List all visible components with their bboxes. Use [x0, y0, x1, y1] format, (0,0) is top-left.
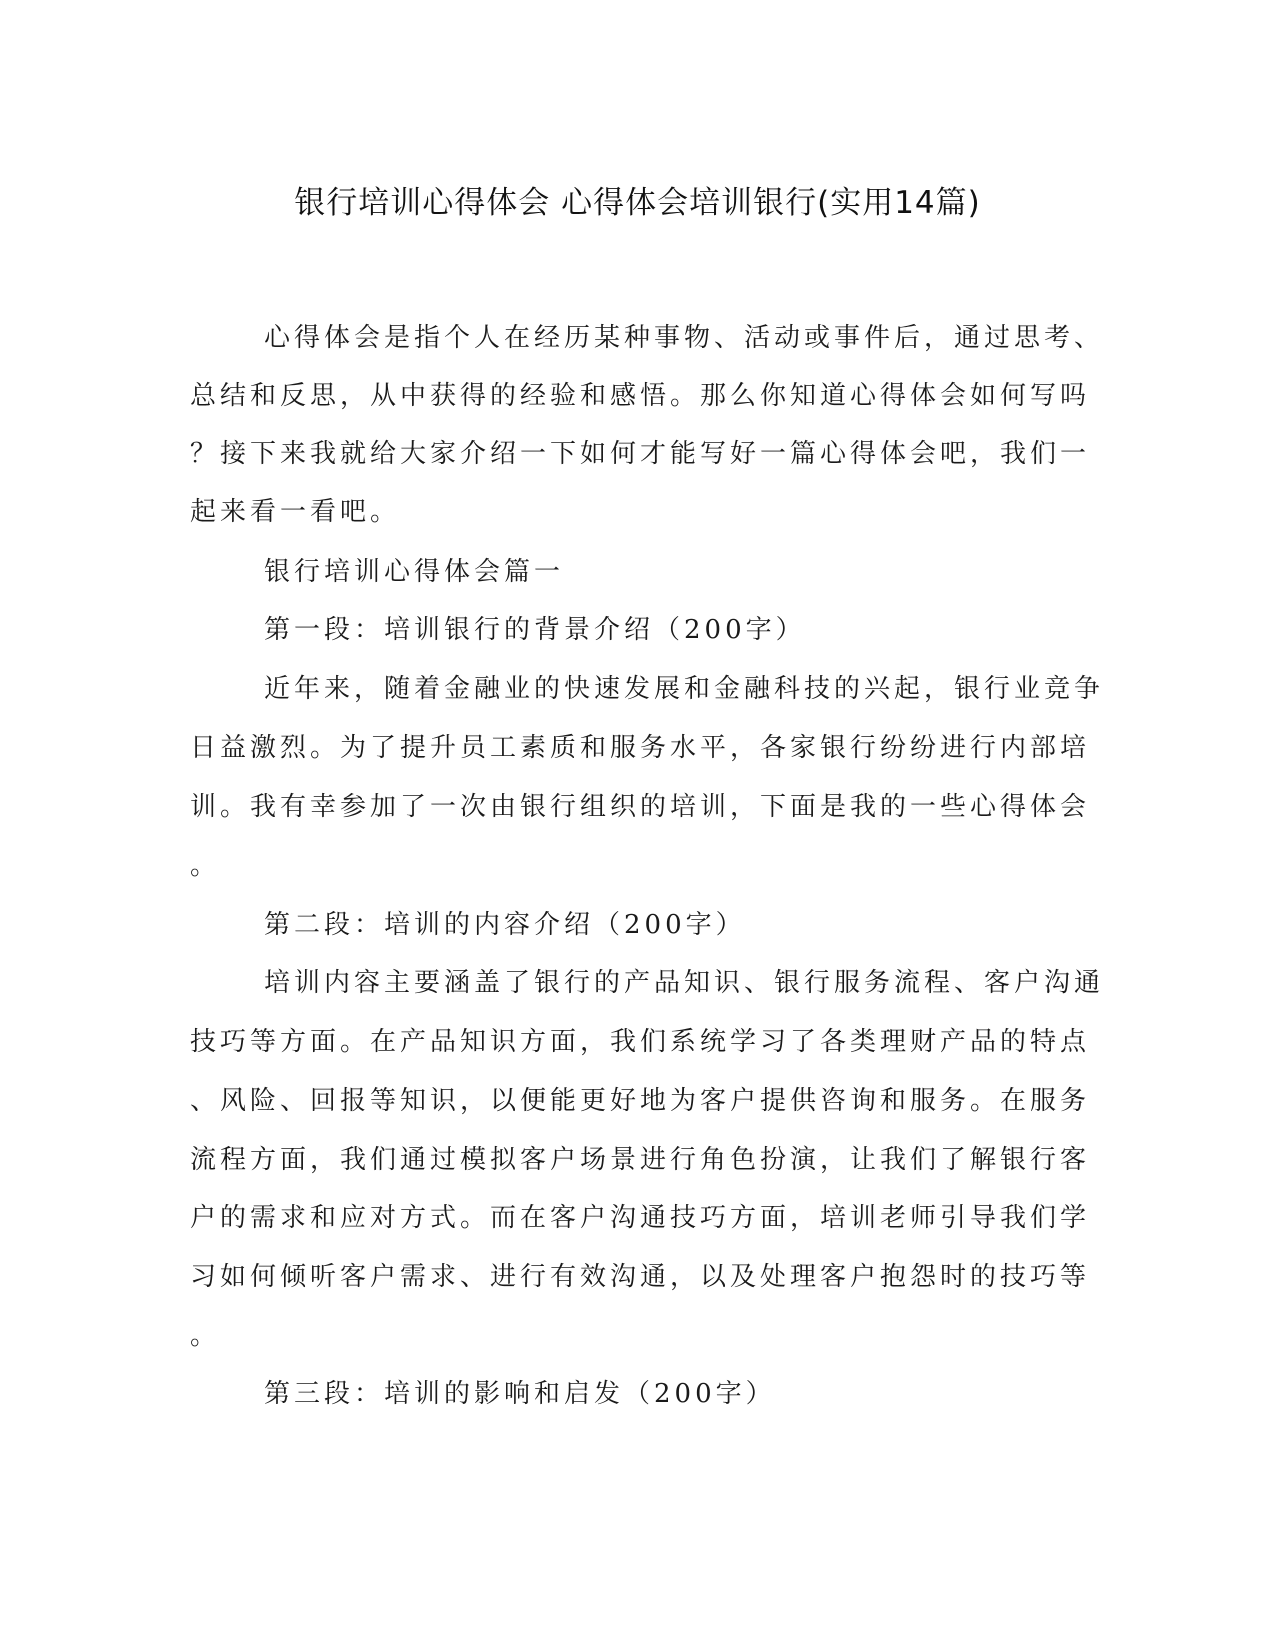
- paragraph-line: 起来看一看吧。: [190, 497, 401, 527]
- paragraph-line: ？接下来我就给大家介绍一下如何才能写好一篇心得体会吧，我们一: [190, 439, 1091, 469]
- paragraph-line: 总结和反思，从中获得的经验和感悟。那么你知道心得体会如何写吗: [190, 381, 1091, 411]
- paragraph-line: 近年来，随着金融业的快速发展和金融科技的兴起，银行业竞争: [264, 674, 1105, 704]
- paragraph-line: 、风险、回报等知识，以便能更好地为客户提供咨询和服务。在服务: [190, 1086, 1091, 1116]
- paragraph-line: 技巧等方面。在产品知识方面，我们系统学习了各类理财产品的特点: [190, 1027, 1091, 1057]
- paragraph-line: 。: [190, 1321, 221, 1351]
- paragraph-line: 训。我有幸参加了一次由银行组织的培训，下面是我的一些心得体会: [190, 792, 1091, 822]
- paragraph-line: 日益激烈。为了提升员工素质和服务水平，各家银行纷纷进行内部培: [190, 733, 1091, 763]
- paragraph-line: 习如何倾听客户需求、进行有效沟通，以及处理客户抱怨时的技巧等: [190, 1262, 1091, 1292]
- paragraph-line: 户的需求和应对方式。而在客户沟通技巧方面，培训老师引导我们学: [190, 1203, 1091, 1233]
- paragraph-line: 流程方面，我们通过模拟客户场景进行角色扮演，让我们了解银行客: [190, 1145, 1091, 1175]
- paragraph-line: 培训内容主要涵盖了银行的产品知识、银行服务流程、客户沟通: [264, 968, 1105, 998]
- section-heading: 第二段：培训的内容介绍（200字）: [264, 910, 746, 940]
- document-title: 银行培训心得体会 心得体会培训银行(实用14篇): [294, 185, 981, 221]
- section-heading: 第三段：培训的影响和启发（200字）: [264, 1379, 776, 1409]
- section-heading: 银行培训心得体会篇一: [264, 557, 565, 587]
- section-heading: 第一段：培训银行的背景介绍（200字）: [264, 615, 806, 645]
- paragraph-line: 。: [190, 851, 221, 881]
- paragraph-line: 心得体会是指个人在经历某种事物、活动或事件后，通过思考、: [264, 323, 1105, 353]
